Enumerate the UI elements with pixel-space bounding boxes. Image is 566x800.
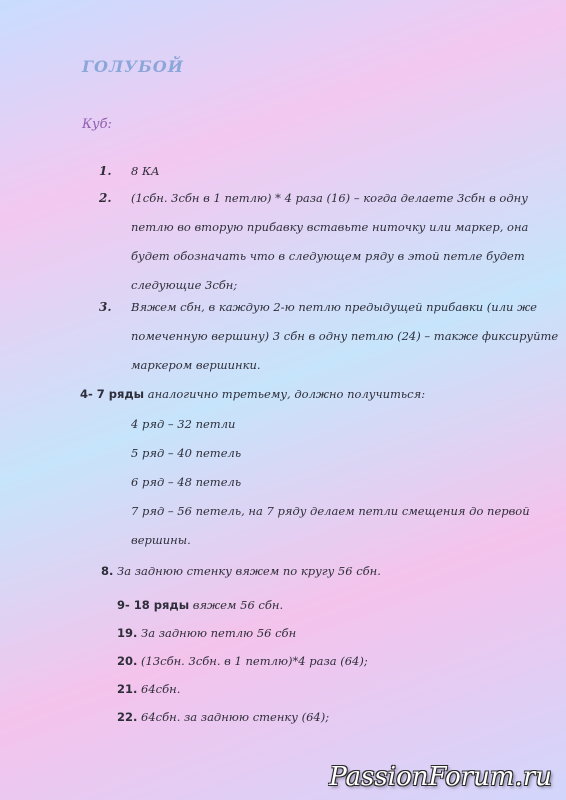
rows-4-7-heading: [80, 380, 425, 409]
rows-text: аналогично третьему, должно получиться:: [144, 387, 426, 401]
step-text-line: петлю во вторую прибавку вставьте ниточку или маркер, она: [131, 220, 529, 234]
rows-label: 9- 18 ряды: [117, 598, 190, 612]
step-number: 8.: [101, 564, 114, 578]
row-count-list: [131, 410, 530, 555]
rows-label: 4- 7 ряды: [80, 387, 145, 401]
step-text: 64сбн.: [141, 682, 181, 696]
step-text: (13сбн. 3сбн. в 1 петлю)*4 раза (64);: [141, 654, 368, 668]
step-text: За заднюю петлю 56 сбн: [141, 626, 297, 640]
row-count: 7 ряд – 56 петель, на 7 ряду делаем петли смещения до первой: [131, 504, 530, 518]
section-subtitle: Куб:: [82, 117, 112, 132]
step-number: 20.: [117, 654, 138, 668]
step-text-line: будет обозначать что в следующем ряду в этой петле будет: [131, 249, 525, 263]
step-9-18: [117, 591, 283, 620]
step-text-line: Вяжем сбн, в каждую 2-ю петлю предыдущей прибавки (или же: [131, 300, 537, 314]
step-text-line: помеченную вершину) 3 сбн в одну петлю (24) – также фиксируйте: [131, 329, 559, 343]
step-number: 22.: [117, 710, 138, 724]
step-text-line: (1сбн. 3сбн в 1 петлю) * 4 раза (16) – когда делаете 3сбн в одну: [131, 191, 528, 205]
step-text-line: следующие 3сбн;: [131, 278, 238, 292]
step-text-line: маркером вершинки.: [131, 358, 261, 372]
step-text: 8 КА: [131, 164, 160, 178]
step-number: 2.: [99, 191, 112, 205]
step-21: [117, 675, 180, 704]
step-text: За заднюю стенку вяжем по кругу 56 сбн.: [117, 564, 381, 578]
row-count: 5 ряд – 40 петель: [131, 446, 242, 460]
step-20: [117, 647, 368, 676]
step-8: [101, 557, 381, 586]
row-count: вершины.: [131, 533, 191, 547]
row-count: 4 ряд – 32 петли: [131, 417, 236, 431]
step-number: 3.: [99, 300, 112, 314]
step-text: вяжем 56 сбн.: [189, 598, 284, 612]
row-count: 6 ряд – 48 петель: [131, 475, 242, 489]
step-number: 19.: [117, 626, 138, 640]
step-text: 64сбн. за заднюю стенку (64);: [141, 710, 330, 724]
page-title: ГОЛУБОЙ: [82, 57, 184, 76]
step-number: 21.: [117, 682, 138, 696]
step-number: 1.: [99, 164, 112, 178]
watermark: PassionForum.ru: [329, 762, 552, 792]
step-19: [117, 619, 296, 648]
step-22: [117, 703, 329, 732]
